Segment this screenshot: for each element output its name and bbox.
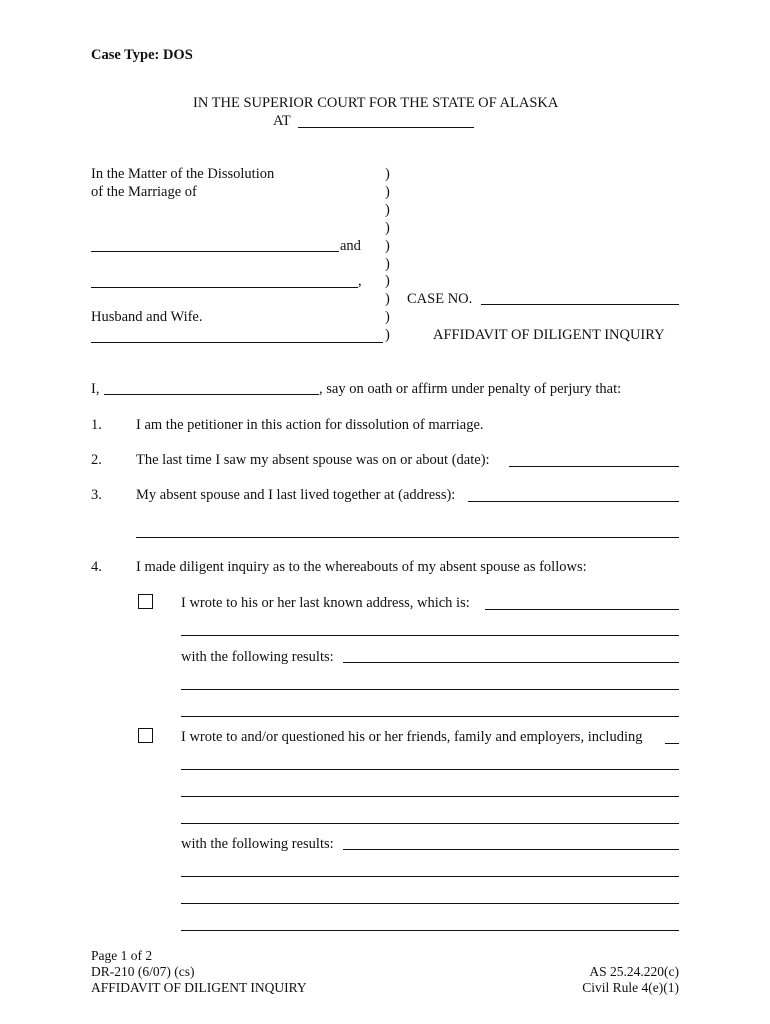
caption-bottom-line — [91, 342, 383, 343]
friends-family-field-line-2[interactable] — [181, 769, 679, 770]
caption-paren: ) — [385, 256, 390, 272]
item-number: 1. — [91, 417, 102, 433]
last-address-field[interactable] — [468, 501, 679, 502]
caption-paren: ) — [385, 166, 390, 182]
matter-line-1: In the Matter of the Dissolution — [91, 166, 275, 182]
item-2-text: The last time I saw my absent spouse was on or about (date): — [136, 452, 490, 468]
item-3-text: My absent spouse and I last lived together at (address): — [136, 487, 456, 503]
respondent-name-field[interactable] — [91, 287, 358, 288]
option-1-results-label: with the following results: — [181, 649, 334, 665]
item-number: 2. — [91, 452, 102, 468]
caption-paren: ) — [385, 220, 390, 236]
caption-paren: ) — [385, 291, 390, 307]
oath-suffix: , say on oath or affirm under penalty of perjury that: — [319, 381, 622, 397]
court-location-field[interactable] — [298, 127, 474, 128]
item-1-text: I am the petitioner in this action for dissolution of marriage. — [136, 417, 484, 433]
option-2-results-line-2[interactable] — [181, 876, 679, 877]
option-2-results-field[interactable] — [343, 849, 679, 850]
friends-family-field-line-3[interactable] — [181, 796, 679, 797]
option-2-results-line-4[interactable] — [181, 930, 679, 931]
footer-form-title: AFFIDAVIT OF DILIGENT INQUIRY — [91, 980, 307, 995]
caption-paren: ) — [385, 273, 390, 289]
last-address-field-line-2[interactable] — [136, 537, 679, 538]
case-no-label: CASE NO. — [407, 291, 473, 307]
page-number: Page 1 of 2 — [91, 948, 153, 963]
document-title: AFFIDAVIT OF DILIGENT INQUIRY — [433, 327, 665, 343]
case-type: Case Type: DOS — [91, 47, 193, 63]
option-1-results-line-3[interactable] — [181, 716, 679, 717]
last-known-address-checkbox[interactable] — [138, 594, 153, 609]
caption-paren: ) — [385, 309, 390, 325]
oath-prefix: I, — [91, 381, 100, 397]
option-1-results-field[interactable] — [343, 662, 679, 663]
caption-paren: ) — [385, 184, 390, 200]
petitioner-name-field[interactable] — [91, 251, 339, 252]
item-4-text: I made diligent inquiry as to the whereabouts of my absent spouse as follows: — [136, 559, 587, 575]
last-known-address-field[interactable] — [485, 609, 679, 610]
caption-paren: ) — [385, 238, 390, 254]
husband-and-wife: Husband and Wife. — [91, 309, 203, 325]
caption-paren: ) — [385, 327, 390, 343]
affiant-name-field[interactable] — [104, 394, 319, 395]
friends-family-checkbox[interactable] — [138, 728, 153, 743]
option-2-results-label: with the following results: — [181, 836, 334, 852]
and-word: and — [340, 238, 361, 254]
option-2-results-line-3[interactable] — [181, 903, 679, 904]
matter-line-2: of the Marriage of — [91, 184, 197, 200]
friends-family-field[interactable] — [665, 743, 679, 744]
court-title: IN THE SUPERIOR COURT FOR THE STATE OF ALASKA — [193, 95, 559, 111]
option-2-text: I wrote to and/or questioned his or her friends, family and employers, including — [181, 729, 643, 745]
item-number: 3. — [91, 487, 102, 503]
friends-family-field-line-4[interactable] — [181, 823, 679, 824]
court-location-label: AT — [273, 113, 291, 129]
form-number: DR-210 (6/07) (cs) — [91, 964, 195, 979]
comma: , — [358, 273, 362, 289]
statute-reference: AS 25.24.220(c) — [589, 964, 679, 979]
item-number: 4. — [91, 559, 102, 575]
civil-rule-reference: Civil Rule 4(e)(1) — [582, 980, 679, 995]
last-seen-date-field[interactable] — [509, 466, 679, 467]
option-1-results-line-2[interactable] — [181, 689, 679, 690]
case-no-field[interactable] — [481, 304, 679, 305]
caption-paren: ) — [385, 202, 390, 218]
option-1-text: I wrote to his or her last known address, which is: — [181, 595, 470, 611]
last-known-address-field-line-2[interactable] — [181, 635, 679, 636]
